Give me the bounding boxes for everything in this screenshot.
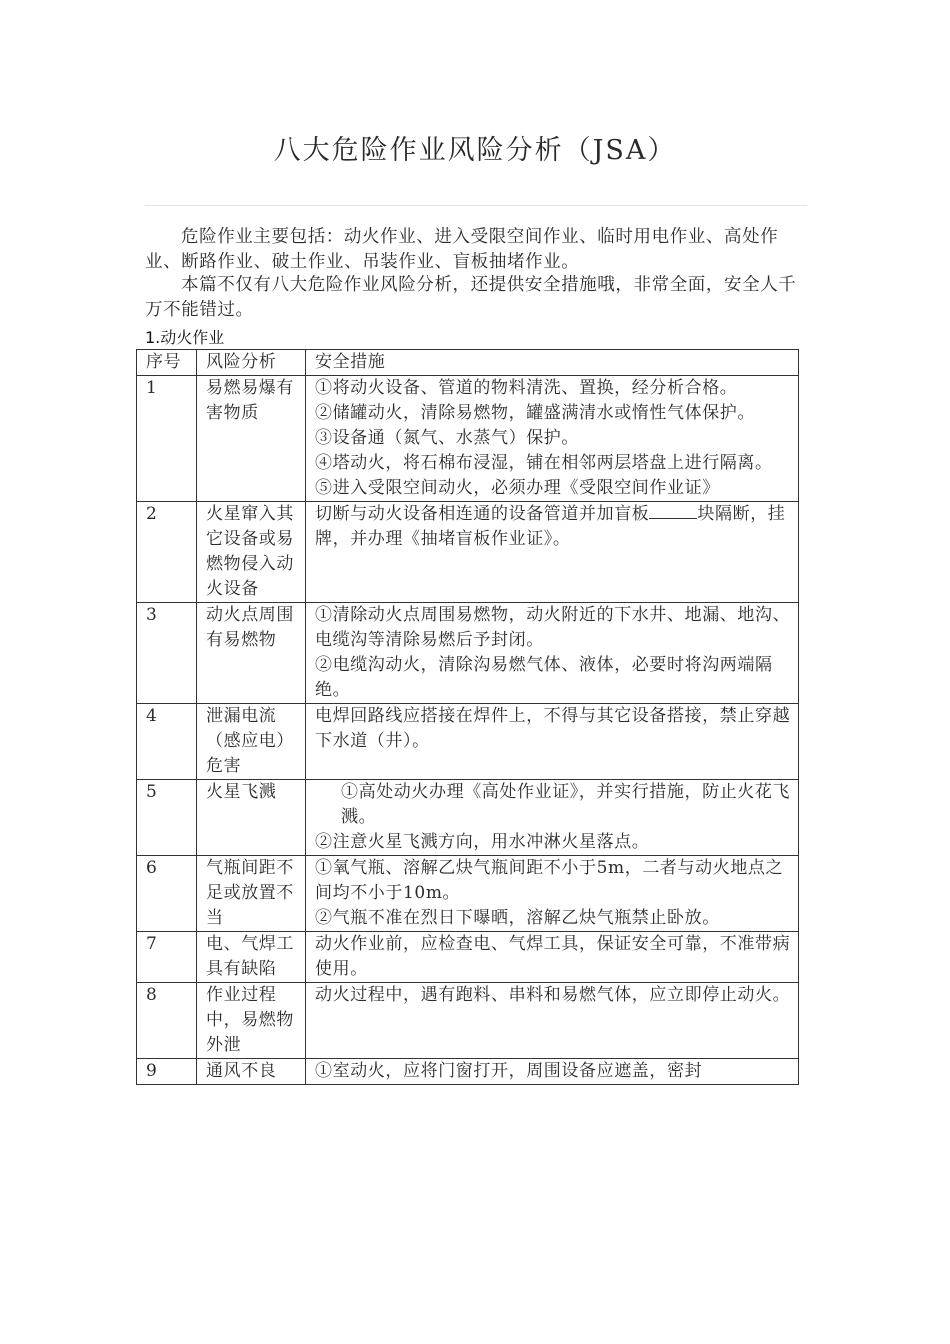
- measure-item: ①将动火设备、管道的物料清洗、置换，经分析合格。: [315, 378, 738, 398]
- measures-cell: [306, 932, 799, 983]
- column-header-measures: 安全措施: [306, 350, 799, 376]
- risk-cell: 易燃易爆有害物质: [197, 376, 306, 502]
- measure-item: 动火作业前，应检查电、气焊工具，保证安全可靠，不准带病使用。: [315, 934, 791, 979]
- measures-cell: [306, 376, 799, 502]
- measure-item: ①高处动火办理《高处作业证》，并实行措施，防止火花飞溅。: [341, 782, 791, 827]
- risk-cell: 通风不良: [197, 1059, 306, 1085]
- row-number: 3: [137, 603, 197, 704]
- row-number: 4: [137, 704, 197, 780]
- section-heading: 1.动火作业: [145, 328, 225, 347]
- table-row: [137, 704, 799, 780]
- intro-paragraph: 本篇不仅有八大危险作业风险分析，还提供安全措施哦，非常全面，安全人千万不能错过。: [145, 275, 797, 320]
- intro-paragraph: 危险作业主要包括：动火作业、进入受限空间作业、临时用电作业、高处作业、断路作业、破土作业、吊装作业、盲板抽堵作业。: [145, 227, 779, 272]
- measure-item: ①室动火，应将门窗打开，周围设备应遮盖，密封: [315, 1061, 703, 1081]
- title-divider: [145, 205, 807, 206]
- measure-item: ①清除动火点周围易燃物，动火附近的下水井、地漏、地沟、电缆沟等清除易燃后予封闭。: [315, 605, 791, 650]
- risk-cell: 气瓶间距不足或放置不当: [197, 856, 306, 932]
- measure-item: ③设备通（氮气、水蒸气）保护。: [315, 428, 579, 448]
- page-title: 八大危险作业风险分析（JSA）: [273, 135, 677, 166]
- table-header-row: [137, 350, 799, 376]
- fill-in-blank: [649, 502, 697, 519]
- table-row: [137, 780, 799, 856]
- risk-cell: 泄漏电流（感应电）危害: [197, 704, 306, 780]
- measure-item: 电焊回路线应搭接在焊件上，不得与其它设备搭接，禁止穿越下水道（井）。: [315, 706, 791, 751]
- measures-cell: [306, 983, 799, 1059]
- measure-item: ①氧气瓶、溶解乙炔气瓶间距不小于5m，二者与动火地点之间均不小于10m。: [315, 858, 784, 903]
- measures-cell: [306, 780, 799, 856]
- row-number: 2: [137, 502, 197, 603]
- risk-cell: 作业过程中，易燃物外泄: [197, 983, 306, 1059]
- measure-item: 动火过程中，遇有跑料、串料和易燃气体，应立即停止动火。: [315, 985, 791, 1005]
- measure-item: ②注意火星飞溅方向，用水冲淋火星落点。: [315, 832, 650, 852]
- row-number: 1: [137, 376, 197, 502]
- measures-cell: [306, 1059, 799, 1085]
- row-number: 7: [137, 932, 197, 983]
- measure-item: ②电缆沟动火，清除沟易燃气体、液体，必要时将沟两端隔绝。: [315, 655, 773, 700]
- measures-cell: [306, 502, 799, 603]
- row-number: 6: [137, 856, 197, 932]
- risk-cell: 火星飞溅: [197, 780, 306, 856]
- table-row: [137, 502, 799, 603]
- measures-cell: [306, 603, 799, 704]
- table-row: [137, 376, 799, 502]
- row-number: 5: [137, 780, 197, 856]
- risk-cell: 电、气焊工具有缺陷: [197, 932, 306, 983]
- measures-cell: [306, 856, 799, 932]
- table-row: [137, 983, 799, 1059]
- measure-item: ②气瓶不准在烈日下曝晒，溶解乙炔气瓶禁止卧放。: [315, 908, 720, 928]
- measures-cell: [306, 704, 799, 780]
- measure-item: ②储罐动火，清除易燃物，罐盛满清水或惰性气体保护。: [315, 403, 755, 423]
- row-number: 9: [137, 1059, 197, 1085]
- table-row: [137, 932, 799, 983]
- risk-cell: 动火点周围有易燃物: [197, 603, 306, 704]
- risk-cell: 火星窜入其它设备或易燃物侵入动火设备: [197, 502, 306, 603]
- measure-item: ④塔动火，将石棉布浸湿，铺在相邻两层塔盘上进行隔离。: [315, 453, 773, 473]
- table-row: [137, 856, 799, 932]
- table-row: [137, 603, 799, 704]
- row-number: 8: [137, 983, 197, 1059]
- measure-item: ⑤进入受限空间动火，必须办理《受限空间作业证》: [315, 478, 720, 498]
- table-row: [137, 1059, 799, 1085]
- measure-text: 块隔断，挂牌，并办理《抽堵盲板作业证》。: [315, 504, 786, 549]
- measure-text: 切断与动火设备相连通的设备管道并加盲板: [315, 504, 650, 524]
- column-header-no: 序号: [137, 350, 197, 376]
- jsa-table: [136, 349, 799, 1085]
- column-header-risk: 风险分析: [197, 350, 306, 376]
